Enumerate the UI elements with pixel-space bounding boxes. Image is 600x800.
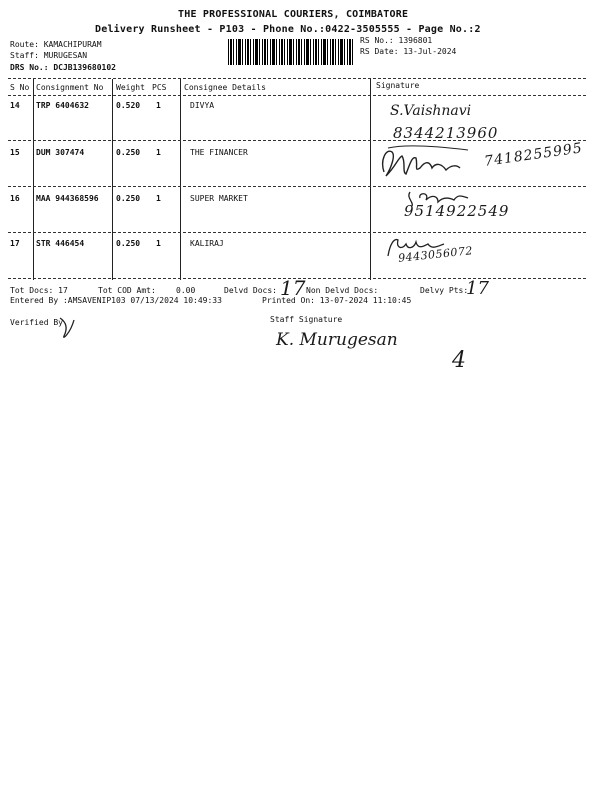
column-divider <box>180 79 181 280</box>
col-header-pcs: PCS <box>152 83 167 92</box>
staff-label: Staff: MURUGESAN <box>10 51 88 60</box>
delivered-docs-handwritten: 17 <box>280 276 306 300</box>
handwritten-page-mark: 4 <box>452 348 466 373</box>
delivered-docs-label: Delvd Docs: <box>224 286 277 295</box>
rs-number: RS No.: 1396801 <box>360 36 433 45</box>
row-consignee: KALIRAJ <box>190 239 224 248</box>
signature-name: S.Vaishnavi <box>390 103 472 119</box>
runsheet-title: Delivery Runsheet - P103 - Phone No.:0422-3505555 - Page No.:2 <box>95 24 481 35</box>
row-sno: 16 <box>10 194 20 203</box>
verified-signature-mark <box>56 314 78 344</box>
company-title: THE PROFESSIONAL COURIERS, COIMBATORE <box>178 9 409 20</box>
signature-phone: 9514922549 <box>404 202 510 220</box>
printed-on: Printed On: 13-07-2024 11:10:45 <box>262 296 412 305</box>
row-weight: 0.250 <box>116 148 141 157</box>
header-top-rule <box>8 78 586 79</box>
rs-date: RS Date: 13-Jul-2024 <box>360 47 457 56</box>
row-pcs: 1 <box>156 148 161 157</box>
column-divider <box>33 79 34 280</box>
column-divider <box>370 79 371 280</box>
staff-signature-label: Staff Signature <box>270 315 343 324</box>
row-rule <box>8 140 586 141</box>
entered-by: Entered By :AMSAVENIP103 07/13/2024 10:49:33 <box>10 296 222 305</box>
row-pcs: 1 <box>156 239 161 248</box>
row-consignee: THE FINANCER <box>190 148 248 157</box>
row-weight: 0.250 <box>116 239 141 248</box>
delivery-points-handwritten: 17 <box>466 278 489 299</box>
row-sno: 14 <box>10 101 20 110</box>
row-consignee: SUPER MARKET <box>190 194 248 203</box>
signature-phone: 8344213960 <box>393 124 499 142</box>
verified-by-label: Verified By <box>10 318 63 327</box>
row-sno: 15 <box>10 148 20 157</box>
row-consignment: DUM 307474 <box>36 148 85 157</box>
col-header-sno: S No <box>10 83 30 92</box>
row-pcs: 1 <box>156 101 161 110</box>
row-consignment: MAA 944368596 <box>36 194 99 203</box>
total-cod-label: Tot COD Amt: <box>98 286 156 295</box>
col-header-weight: Weight <box>116 83 145 92</box>
non-delivered-docs-label: Non Delvd Docs: <box>306 286 379 295</box>
signature-phone: 9443056072 <box>397 244 474 265</box>
total-docs: Tot Docs: 17 <box>10 286 68 295</box>
row-weight: 0.250 <box>116 194 141 203</box>
delivery-points-label: Delvy Pts: <box>420 286 469 295</box>
handwritten-signature-scribble <box>376 142 486 184</box>
row-consignment: STR 446454 <box>36 239 85 248</box>
row-weight: 0.520 <box>116 101 141 110</box>
total-cod-amount: 0.00 <box>176 286 196 295</box>
row-sno: 17 <box>10 239 20 248</box>
col-header-consignment: Consignment No <box>36 83 104 92</box>
row-rule <box>8 186 586 187</box>
route-label: Route: KAMACHIPURAM <box>10 40 102 49</box>
header-bottom-rule <box>8 95 586 96</box>
row-consignee: DIVYA <box>190 101 215 110</box>
col-header-consignee: Consignee Details <box>184 83 266 92</box>
row-pcs: 1 <box>156 194 161 203</box>
staff-signature-handwritten: K. Murugesan <box>276 330 398 350</box>
row-rule <box>8 232 586 233</box>
row-consignment: TRP 6404632 <box>36 101 89 110</box>
signature-phone: 7418255995 <box>483 140 584 170</box>
column-divider <box>112 79 113 280</box>
barcode-image <box>228 39 354 65</box>
col-header-signature: Signature <box>376 81 420 90</box>
drs-number: DRS No.: DCJB139680102 <box>10 63 116 72</box>
